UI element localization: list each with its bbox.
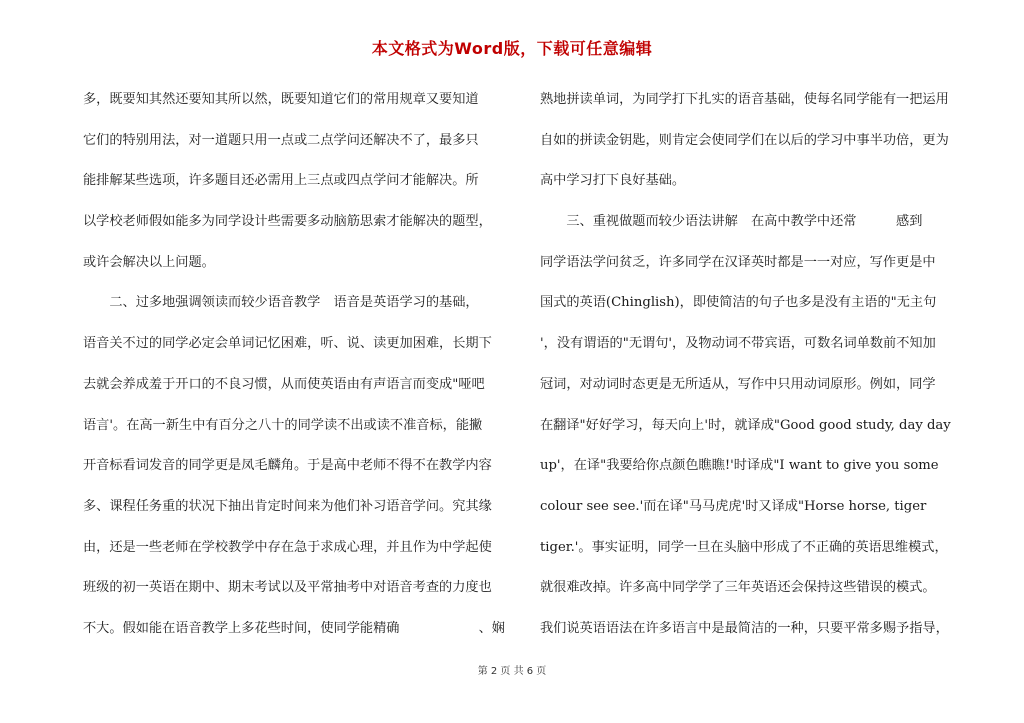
text-line: colour see see.'而在译"马马虎虎'时又译成"Horse horse, tiger — [540, 498, 927, 514]
text-line: 二、过多地强调领读而较少语音教学 语音是英语学习的基础， — [83, 295, 479, 311]
text-line: 开音标看词发音的同学更是凤毛麟角。于是高中老师不得不在教学内容 — [83, 458, 492, 474]
text-line: 国式的英语(Chinglish)，即使简洁的句子也多是没有主语的"无主句 — [540, 295, 937, 311]
text-line: 熟地拼读单词，为同学打下扎实的语音基础，使每名同学能有一把运用 — [540, 92, 949, 107]
page-header-title: 本文格式为Word版，下载可任意编辑 — [371, 39, 653, 58]
text-line: 就很难改掉。许多高中同学学了三年英语还会保持这些错误的模式。 — [540, 580, 936, 596]
left-text-column — [83, 80, 508, 650]
text-line: 它们的特别用法，对一道题只用一点或二点学问还解决不了，最多只 — [83, 132, 479, 148]
text-line: 由，还是一些老师在学校教学中存在急于求成心理，并且作为中学起使 — [83, 539, 492, 555]
right-text-column — [540, 80, 965, 650]
text-line: 语言'。在高一新生中有百分之八十的同学读不出或读不准音标，能撇 — [83, 417, 483, 433]
text-line: '，没有谓语的"无谓句'，及物动词不带宾语，可数名词单数前不知加 — [540, 336, 936, 352]
text-line: 语音关不过的同学必定会单词记忆困难，听、说、读更加困难，长期下 — [83, 336, 492, 352]
text-line: 多、课程任务重的状况下抽出肯定时间来为他们补习语音学问。究其缘 — [83, 498, 492, 514]
text-line: 不大。假如能在语音教学上多花些时间，使同学能精确 、娴 — [83, 620, 505, 636]
text-line: 去就会养成羞于开口的不良习惯，从而使英语由有声语言而变成"哑吧 — [83, 376, 485, 392]
text-line: up'，在译"我要给你点颜色瞧瞧!'时译成"I want to give you some — [540, 458, 939, 474]
text-line: 班级的初一英语在期中、期末考试以及平常抽考中对语音考查的力度也 — [83, 580, 492, 596]
text-line: 同学语法学问贫乏，许多同学在汉译英时都是一一对应，写作更是中 — [540, 254, 936, 270]
text-line: 冠词，对动词时态更是无所适从，写作中只用动词原形。例如，同学 — [540, 376, 936, 392]
text-line: 在翻译"好好学习，每天向上'时，就译成"Good good study, day day — [540, 417, 951, 433]
text-line: 自如的拼读金钥匙，则肯定会使同学们在以后的学习中事半功倍，更为 — [540, 132, 949, 148]
text-line: tiger.'。事实证明，同学一旦在头脑中形成了不正确的英语思维模式， — [540, 539, 948, 555]
text-line: 三、重视做题而较少语法讲解 在高中教学中还常 感到 — [540, 214, 923, 230]
page-number-footer: 第 2 页 共 6 页 — [477, 666, 547, 677]
text-line: 或许会解决以上问题。 — [83, 254, 215, 270]
text-line: 能排解某些选项，许多题目还必需用上三点或四点学问才能解决。所 — [83, 173, 479, 189]
text-line: 高中学习打下良好基础。 — [540, 173, 686, 189]
text-line: 多，既要知其然还要知其所以然，既要知道它们的常用规章又要知道 — [83, 92, 479, 107]
text-line: 以学校老师假如能多为同学设计些需要多动脑筋思索才能解决的题型， — [83, 214, 492, 230]
text-line: 我们说英语语法在许多语言中是最简洁的一种，只要平常多赐予指导， — [540, 620, 949, 636]
